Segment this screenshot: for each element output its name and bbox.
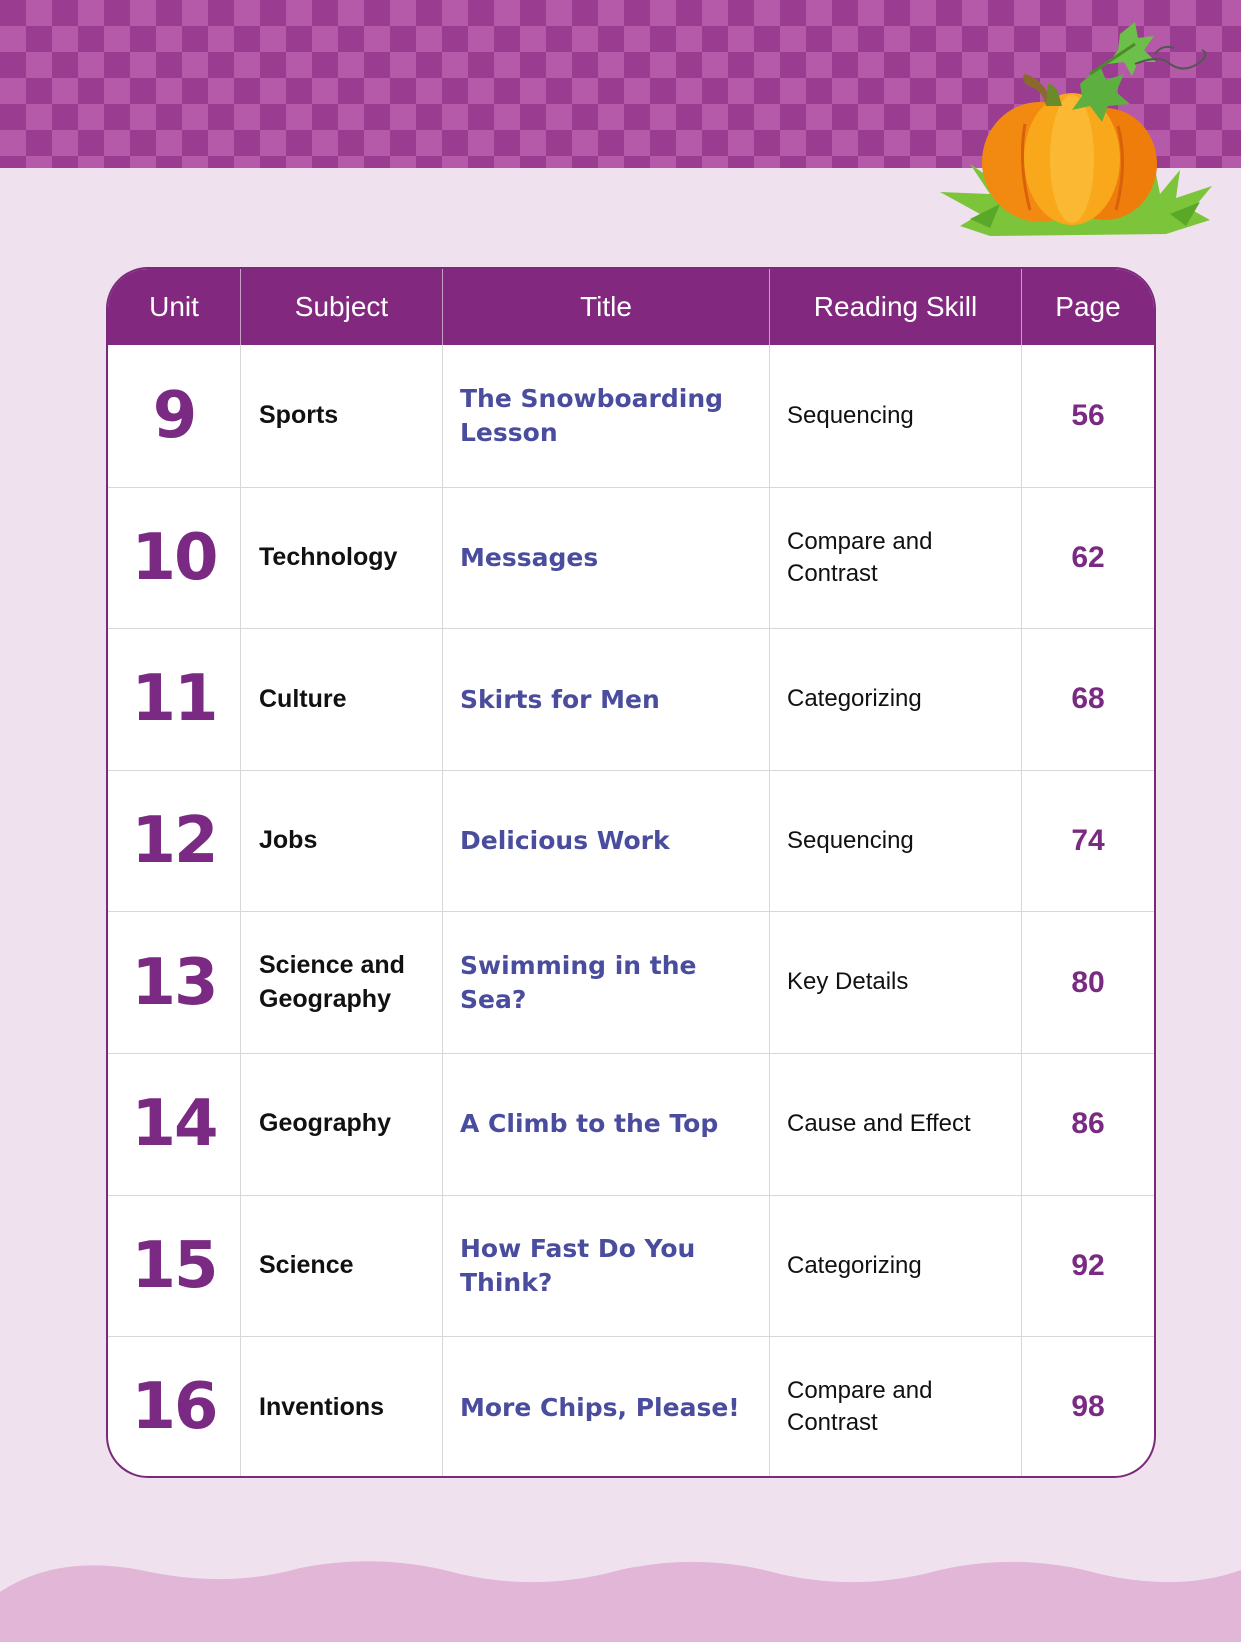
table-row <box>108 1195 1154 1337</box>
contents-table <box>106 267 1156 1478</box>
reading-skill-text: Cause and Effect <box>770 1054 1022 1195</box>
page-number: 68 <box>1071 682 1105 716</box>
title-text: More Chips, Please! <box>443 1337 770 1478</box>
table-row <box>108 628 1154 770</box>
reading-skill-text: Categorizing <box>770 629 1022 770</box>
page-number: 98 <box>1071 1390 1105 1424</box>
page-number: 56 <box>1071 398 1105 432</box>
subject-text: Jobs <box>241 771 443 912</box>
pumpkin-icon <box>930 14 1230 254</box>
header-reading-skill: Reading Skill <box>770 269 1022 345</box>
subject-text: Sports <box>241 345 443 487</box>
page-number: 86 <box>1071 1107 1105 1141</box>
subject-text: Science and Geography <box>241 912 443 1053</box>
table-row <box>108 487 1154 629</box>
title-text: Delicious Work <box>443 771 770 912</box>
unit-number: 14 <box>108 1054 241 1195</box>
reading-skill-text: Compare and Contrast <box>770 488 1022 629</box>
table-row <box>108 345 1154 487</box>
header-unit: Unit <box>108 269 241 345</box>
title-text: The Snowboarding Lesson <box>443 345 770 487</box>
unit-number: 9 <box>108 345 241 487</box>
page-number: 92 <box>1071 1248 1105 1282</box>
reading-skill-text: Key Details <box>770 912 1022 1053</box>
header-page: Page <box>1055 291 1121 322</box>
unit-number: 12 <box>108 771 241 912</box>
unit-number: 10 <box>108 488 241 629</box>
subject-text: Inventions <box>241 1337 443 1478</box>
subject-text: Culture <box>241 629 443 770</box>
subject-text: Geography <box>241 1054 443 1195</box>
title-text: A Climb to the Top <box>443 1054 770 1195</box>
subject-text: Science <box>241 1196 443 1337</box>
table-body <box>108 345 1154 1478</box>
footer-wave-decoration <box>0 1552 1241 1642</box>
unit-number: 16 <box>108 1337 241 1478</box>
reading-skill-text: Sequencing <box>770 345 1022 487</box>
unit-number: 13 <box>108 912 241 1053</box>
table-row <box>108 770 1154 912</box>
title-text: How Fast Do You Think? <box>443 1196 770 1337</box>
reading-skill-text: Sequencing <box>770 771 1022 912</box>
unit-number: 15 <box>108 1196 241 1337</box>
reading-skill-text: Categorizing <box>770 1196 1022 1337</box>
table-row <box>108 1053 1154 1195</box>
page-number: 80 <box>1071 965 1105 999</box>
table-row <box>108 1336 1154 1478</box>
table-row <box>108 911 1154 1053</box>
title-text: Swimming in the Sea? <box>443 912 770 1053</box>
header-title: Title <box>443 269 770 345</box>
page-number: 62 <box>1071 540 1105 574</box>
title-text: Skirts for Men <box>443 629 770 770</box>
reading-skill-text: Compare and Contrast <box>770 1337 1022 1478</box>
header-subject: Subject <box>241 269 443 345</box>
title-text: Messages <box>443 488 770 629</box>
subject-text: Technology <box>241 488 443 629</box>
page-number: 74 <box>1071 824 1105 858</box>
table-header-row <box>108 269 1154 345</box>
unit-number: 11 <box>108 629 241 770</box>
